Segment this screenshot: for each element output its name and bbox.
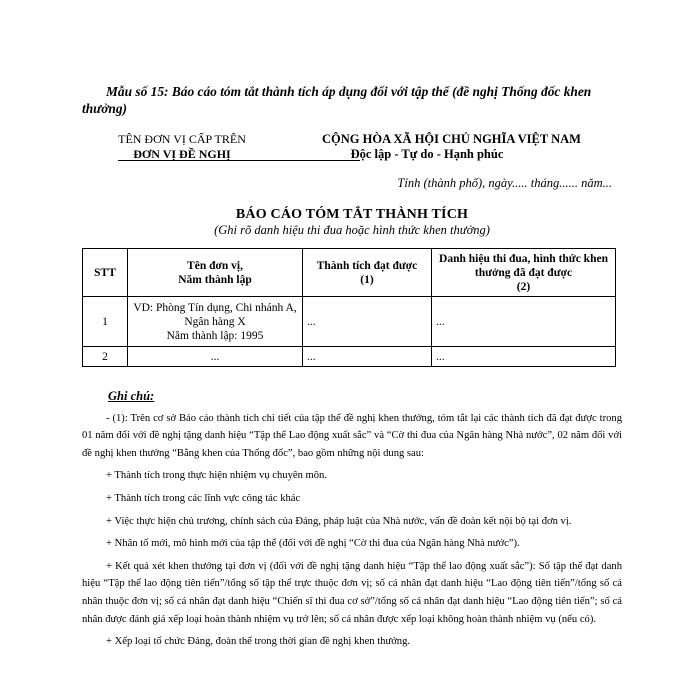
header-achievement — [303, 249, 432, 297]
table-row — [83, 297, 616, 347]
place-date: Tỉnh (thành phố), ngày..... tháng...... năm... — [397, 176, 612, 190]
header-award-title — [432, 249, 616, 297]
row-unit-year: Năm thành lập: 1995 — [166, 329, 264, 342]
notes-heading: Ghi chú: — [108, 389, 155, 403]
note-paragraph: + Thành tích trong thực hiện nhiệm vụ chuyên môn. — [106, 470, 327, 482]
note-paragraph: - (1): Trên cơ sở Báo cáo thành tích chi tiết của tập thể đề nghị khen thưởng, tóm tắt lại các thành tích đã đạt được trong 01 năm đối với đề nghị tặng danh hiệu “Tập thể Lao động xuất sắc” và “Cờ thi đua của Ngân hàng Nhà nước”, 02 năm đối với đề nghị khen thưởng “Bằng khen của Thống đốc”, bao gồm những nội dung sau: — [82, 412, 622, 459]
header-stt: STT — [83, 249, 128, 297]
row-achievement: ... — [303, 297, 432, 347]
table-header-row — [83, 249, 616, 297]
row-stt: 2 — [83, 347, 128, 367]
header-unit-name-line2: Năm thành lập — [178, 273, 252, 286]
report-subtitle: (Ghi rõ danh hiệu thi đua hoặc hình thức khen thưởng) — [214, 223, 490, 237]
note-paragraph: + Kết quả xét khen thưởng tại đơn vị (đối với đề nghị tặng danh hiệu “Tập thể lao động xuất sắc”): Số tập thể đạt danh hiệu “Tập thể lao động tiên tiến”/tổng số tập thể trực thuộc đơn vị; số cá nhân đạt danh hiệu “Lao động tiên tiến”/tổng số cá nhân thuộc đơn vị; số cá nhân đạt danh hiệu “Chiến sĩ thi đua cơ sở”/tổng số cá nhân đạt danh hiệu “Lao động tiên tiến”; số cá nhân được đánh giá xếp loại hoàn thành nhiệm vụ trở lên; số cá nhân được xếp loại không hoàn thành nhiệm vụ (nếu có). — [82, 560, 622, 625]
achievement-table — [82, 248, 616, 367]
row-unit-name-line1: VD: Phòng Tín dụng, Chi nhánh A, Ngân hàng X — [133, 301, 297, 328]
note-paragraph: + Việc thực hiện chủ trương, chính sách của Đảng, pháp luật của Nhà nước, vấn đề đoàn kết nội bộ tại đơn vị. — [106, 515, 572, 527]
note-paragraph: + Nhân tố mới, mô hình mới của tập thể (đối với đề nghị “Cờ thi đua của Ngân hàng Nhà nước”). — [106, 538, 520, 550]
row-unit-name — [128, 297, 303, 347]
report-title: BÁO CÁO TÓM TẮT THÀNH TÍCH — [235, 207, 469, 222]
note-paragraph: + Xếp loại tổ chức Đảng, đoàn thể trong thời gian đề nghị khen thưởng. — [106, 636, 411, 648]
header-unit-name — [128, 249, 303, 297]
header-award-title-line1: Danh hiệu thi đua, hình thức khen thưởng đã đạt được — [439, 252, 608, 279]
form-title: Mẫu số 15: Báo cáo tóm tắt thành tích áp dụng đối với tập thể (đề nghị Thống đốc khen thưởng) — [82, 84, 592, 116]
header-award-title-line2: (2) — [516, 280, 531, 293]
row-stt: 1 — [83, 297, 128, 347]
national-motto: Độc lập - Tự do - Hạnh phúc — [350, 147, 504, 161]
row-achievement: ... — [303, 347, 432, 367]
header-unit-name-line1: Tên đơn vị, — [187, 259, 243, 272]
parent-org-name: TÊN ĐƠN VỊ CẤP TRÊN — [118, 132, 246, 146]
row-award-title: ... — [432, 347, 616, 367]
header-achievement-line1: Thành tích đạt được — [316, 259, 418, 272]
proposing-unit-name: ĐƠN VỊ ĐỀ NGHỊ — [133, 147, 231, 161]
national-title: CỘNG HÒA XÃ HỘI CHỦ NGHĨA VIỆT NAM — [322, 132, 581, 146]
row-award-title: ... — [432, 297, 616, 347]
header-achievement-line2: (1) — [360, 273, 374, 286]
table-row — [83, 347, 616, 367]
row-unit-name: ... — [128, 347, 303, 367]
notes-section — [82, 388, 622, 656]
note-paragraph: + Thành tích trong các lĩnh vực công tác khác — [106, 492, 301, 504]
